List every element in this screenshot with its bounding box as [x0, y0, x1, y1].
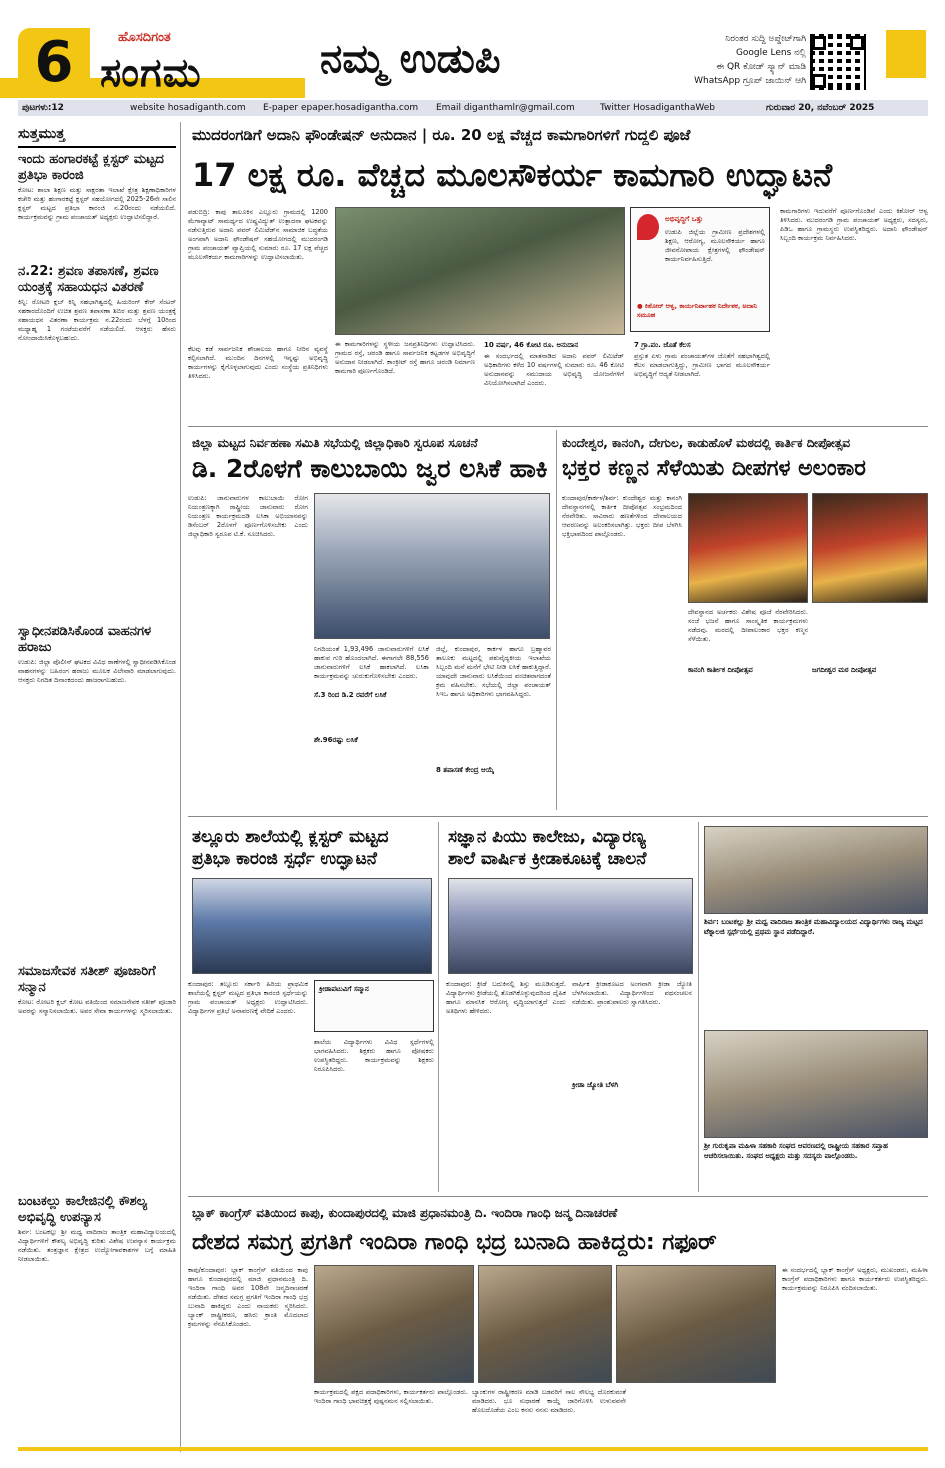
lower-mid-headline[interactable] [448, 826, 698, 870]
top-story-col: ಕಾಮಗಾರಿಗಳು ಇದುವರೆಗೆ ಪೂರ್ಣಗೊಂಡಿವೆ ಎಂದು ಕಿಶೋರ್ ಆಳ್ವ ತಿಳಿಸಿದರು. ಮುದರಂಗಡಿ ಗ್ರಾಮ ಪಂಚಾಯತ್ ಅಧ್ಯಕ್ಷರು, ಸದಸ್ಯರು, ಪಿಡಿಒ ಹಾಗೂ ಗ್ರಾಮಸ್ಥರು ಉಪಸ್ಥಿತರಿದ್ದರು. ಅದಾನಿ ಫೌಂಡೇಷನ್ ಸಿಬ್ಬಂದಿ ಕಾರ್ಯಕ್ರಮ ನಿರ್ವಹಿಸಿದರು. [780, 207, 928, 242]
qr-corner-icon [812, 74, 826, 88]
email-link[interactable]: Email diganthamlr@gmail.com [436, 103, 575, 113]
headline-line: ತಲ್ಲೂರು ಶಾಲೆಯಲ್ಲಿ ಕ್ಲಸ್ಟರ್ ಮಟ್ಟದ [192, 827, 389, 847]
brief-title: ಇಂದು ಹಂಗಾರಕಟ್ಟೆ ಕ್ಲಸ್ಟರ್ ಮಟ್ಟದ ಪ್ರತಿಭಾ ಕಾರಂಜಿ [18, 152, 164, 183]
lower-mid-col: ವಾರ್ಷಿಕ ಕ್ರೀಡಾಕೂಟದ ಅಂಗವಾಗಿ ಕ್ರೀಡಾ ಜ್ಯೋತಿ ಬೆಳಗಿಸಲಾಯಿತು. ವಿದ್ಯಾರ್ಥಿಗಳಿಂದ ಪಥಸಂಚಲನ ನಡೆಯಿತು. ಪ್ರಾಂಶುಪಾಲರು ಸ್ವಾಗತಿಸಿದರು. [572, 980, 692, 1006]
top-story-kicker: ಮುದರಂಗಡಿಗೆ ಅದಾನಿ ಫೌಂಡೇಷನ್ ಅನುದಾನ | ರೂ. 20 ಲಕ್ಷ ವೆಚ್ಚದ ಕಾಮಗಾರಿಗಳಿಗೆ ಗುದ್ದಲಿ ಪೂಜೆ [192, 126, 691, 144]
bottom-story-photo[interactable] [314, 1265, 474, 1383]
lower-left-box-title: ಕ್ರೀಡಾಪಟುವಿಗೆ ಸನ್ಮಾನ [319, 985, 369, 993]
headline-line: ಸಜ್ಞಾನ ಪಿಯು ಕಾಲೇಜು, ವಿದ್ಯಾರಣ್ಯ [448, 827, 646, 847]
section-divider [188, 426, 928, 427]
top-story-photo[interactable] [335, 207, 625, 335]
qr-corner-icon [850, 36, 864, 50]
pages-count: ಪುಟಗಳು:12 [22, 103, 64, 113]
mid-right-headline[interactable]: ಭಕ್ತರ ಕಣ್ಣನ ಸೆಳೆಯಿತು ದೀಪಗಳ ಅಲಂಕಾರ [562, 456, 866, 481]
brief-text: ಕೋಟ: ರೋಟರಿ ಕ್ಲಬ್ ಕೋಟ ವತಿಯಿಂದ ಸಮಾಜಸೇವಕ ಸತೀಶ್ ಪೂಜಾರಿ ಅವರನ್ನು ಸನ್ಮಾನಿಸಲಾಯಿತು. ಅವರ ಸೇವಾ ಕಾರ್ಯಗಳನ್ನು ಸ್ಮರಿಸಲಾಯಿತು. [18, 998, 176, 1015]
qr-blurb [680, 32, 806, 88]
bottom-story-col: ಕಾರ್ಯಕ್ರಮದಲ್ಲಿ ಪಕ್ಷದ ಪದಾಧಿಕಾರಿಗಳು, ಕಾರ್ಯಕರ್ತರು ಪಾಲ್ಗೊಂಡರು. ಇಂದಿರಾ ಗಾಂಧಿ ಭಾವಚಿತ್ರಕ್ಕೆ ಪುಷ್ಪನಮನ ಸಲ್ಲಿಸಲಾಯಿತು. [314, 1388, 468, 1405]
highlight-box-text: ಉಡುಪಿ ಜಿಲ್ಲೆಯ ಗ್ರಾಮೀಣ ಪ್ರದೇಶಗಳಲ್ಲಿ ಶಿಕ್ಷಣ, ಆರೋಗ್ಯ, ಮೂಲಸೌಕರ್ಯ ಹಾಗೂ ಜೀವನೋಪಾಯ ಕ್ಷೇತ್ರಗಳಲ್ಲಿ ಫೌಂಡೇಷನ್ ಕಾರ್ಯನಿರ್ವಹಿಸುತ್ತಿದೆ. [665, 228, 765, 263]
qr-corner-icon [812, 36, 826, 50]
mid-right-photo[interactable] [688, 493, 808, 603]
top-story-col: ಪ್ರಸ್ತುತ ಏಳು ಗ್ರಾಮ ಪಂಚಾಯತ್‌ಗಳ ಜೊತೆಗೆ ಸಹಭಾಗಿತ್ವದಲ್ಲಿ ಕೆಲಸ ಮಾಡಲಾಗುತ್ತಿದ್ದು, ಗ್ರಾಮೀಣ ಭಾಗದ ಮೂಲಸೌಕರ್ಯ ಅಭಿವೃದ್ಧಿಗೆ ಆದ್ಯತೆ ನೀಡಲಾಗಿದೆ. [634, 352, 770, 378]
qr-blurb-line: ಈ QR ಕೋಡ್ ಸ್ಕ್ಯಾನ್ ಮಾಡಿ [716, 62, 806, 72]
quote-icon [637, 214, 659, 240]
section-divider [188, 816, 928, 817]
column-divider [180, 122, 181, 1452]
epaper-link[interactable]: E-paper epaper.hosadigantha.com [263, 103, 419, 113]
left-briefs-column [18, 122, 176, 1442]
mid-left-headline[interactable]: ಡಿ. 2ರೊಳಗೆ ಕಾಲುಬಾಯಿ ಜ್ವರ ಲಸಿಕೆ ಹಾಕಿ [192, 454, 548, 483]
column-heading [18, 122, 176, 148]
footer-band [18, 1447, 928, 1451]
brief [18, 264, 176, 618]
mid-left-col: ಜಿಲ್ಲೆ, ಕುಂದಾಪುರ, ಕಾರ್ಕಳ ಹಾಗೂ ಬ್ರಹ್ಮಾವರ ತಾಲೂಕು ಮಟ್ಟದಲ್ಲಿ ಪಶುವೈದ್ಯಕೀಯ ಇಲಾಖೆಯ ಸಿಬ್ಬಂದಿ ಮನೆ ಮನೆಗೆ ಭೇಟಿ ನೀಡಿ ಲಸಿಕೆ ಹಾಕುತ್ತಿದ್ದಾರೆ. ಯಾವುದೇ ಜಾನುವಾರು ಲಸಿಕೆಯಿಂದ ವಂಚಿತವಾಗದಂತೆ ಕ್ರಮ ವಹಿಸಬೇಕು. ಸಭೆಯಲ್ಲಿ ಜಿಲ್ಲಾ ಪಂಚಾಯತ್ ಸಿಇಒ ಹಾಗೂ ಅಧಿಕಾರಿಗಳು ಭಾಗವಹಿಸಿದ್ದರು. [436, 645, 551, 698]
brief-text: ಶಿರ್ವ: ಬಂಟಕಲ್ಲು ಶ್ರೀ ಮಧ್ವ ವಾದಿರಾಜ ತಾಂತ್ರಿಕ ಮಹಾವಿದ್ಯಾಲಯದಲ್ಲಿ ವಿದ್ಯಾರ್ಥಿಗಳಿಗೆ ಕೌಶಲ್ಯ ಅಭಿವೃದ್ಧಿ ಕುರಿತು ವಿಶೇಷ ಉಪನ್ಯಾಸ ಕಾರ್ಯಕ್ರಮ ನಡೆಯಿತು. ತಂತ್ರಜ್ಞಾನ ಕ್ಷೇತ್ರದ ಉದ್ಯೋಗಾವಕಾಶಗಳ ಬಗ್ಗೆ ಮಾಹಿತಿ ನೀಡಲಾಯಿತು. [18, 1228, 176, 1263]
brief-text: ಉಡುಪಿ: ಜಿಲ್ಲಾ ಪೊಲೀಸ್ ಘಟಕದ ವಿವಿಧ ಠಾಣೆಗಳಲ್ಲಿ ಸ್ವಾಧೀನಪಡಿಸಿಕೊಂಡ ವಾಹನಗಳನ್ನು ಬಹಿರಂಗ ಹರಾಜು ಮೂಲಕ ವಿಲೇವಾರಿ ಮಾಡಲಾಗುವುದು. ಆಸಕ್ತರು ನಿಗದಿತ ದಿನಾಂಕದಂದು ಹಾಜರಾಗಬಹುದು. [18, 658, 176, 684]
lower-right-caption: ಶಿರ್ವ: ಬಂಟಕಲ್ಲು ಶ್ರೀ ಮಧ್ವ ವಾದಿರಾಜ ತಾಂತ್ರಿಕ ಮಹಾವಿದ್ಯಾಲಯದ ವಿದ್ಯಾರ್ಥಿಗಳು ರಾಜ್ಯ ಮಟ್ಟದ ಟೆಕ್ನಾಲಜಿ ಸ್ಪರ್ಧೆಯಲ್ಲಿ ಪ್ರಥಮ ಸ್ಥಾನ ಪಡೆದಿದ್ದಾರೆ. [704, 918, 923, 936]
top-story-col: ಪಡುಬಿದ್ರಿ: ಕಾಪು ತಾಲೂಕಿನ ಎಲ್ಲೂರು ಗ್ರಾಮದಲ್ಲಿ 1200 ಮೆಗಾವ್ಯಾಟ್ ಸಾಮರ್ಥ್ಯದ ಉಷ್ಣವಿದ್ಯುತ್ ಉತ್ಪಾದನಾ ಘಟಕವನ್ನು ನಡೆಸುತ್ತಿರುವ ಅದಾನಿ ಪವರ್ ಲಿಮಿಟೆಡ್‌ನ ಸಾಮಾಜಿಕ ಬದ್ಧತೆಯ ಅಂಗವಾಗಿ ಅದಾನಿ ಫೌಂಡೇಷನ್ ಸಹಯೋಗದಲ್ಲಿ ಮುದರಂಗಡಿ ಗ್ರಾಮ ಪಂಚಾಯತ್ ವ್ಯಾಪ್ತಿಯಲ್ಲಿ ಸುಮಾರು ರೂ. 17 ಲಕ್ಷ ವೆಚ್ಚದ ಮೂಲಸೌಕರ್ಯ ಕಾಮಗಾರಿಗಳನ್ನು ಉದ್ಘಾಟಿಸಲಾಯಿತು. [188, 208, 328, 261]
lower-mid-col: ಕುಂದಾಪುರ: ಕ್ರೀಡೆ ಬದುಕಿನಲ್ಲಿ ಶಿಸ್ತು ಮೂಡಿಸುತ್ತದೆ. ವಿದ್ಯಾರ್ಥಿಗಳು ಕ್ರೀಡೆಯಲ್ಲಿ ತೊಡಗಿಕೊಳ್ಳುವುದರಿಂದ ದೈಹಿಕ ಹಾಗೂ ಮಾನಸಿಕ ಆರೋಗ್ಯ ವೃದ್ಧಿಯಾಗುತ್ತದೆ ಎಂದು ಅತಿಥಿಗಳು ಹೇಳಿದರು. [446, 980, 566, 1015]
column-divider [556, 430, 557, 810]
qr-blurb-line: ನಿರಂತರ ಸುದ್ದಿ ಅಪ್ಡೇಟ್‌ಗಾಗಿ [725, 34, 806, 44]
lower-right-caption: ಶ್ರೀ ಗುರುಕೃಪಾ ಮಹಿಳಾ ಸಹಕಾರಿ ಸಂಘದ ಆವರಣದಲ್ಲಿ ರಾಷ್ಟ್ರೀಯ ಸಹಕಾರ ಸಪ್ತಾಹ ಆಚರಿಸಲಾಯಿತು. ಸಂಘದ ಅಧ್ಯಕ್ಷರು ಮತ್ತು ಸದಸ್ಯರು ಪಾಲ್ಗೊಂಡರು. [704, 1142, 888, 1160]
brief-text: ಕಿನ್ನಿ: ರೋಟರಿ ಕ್ಲಬ್ ಕಿನ್ನಿ ಸಹಭಾಗಿತ್ವದಲ್ಲಿ ಹಿಯರಿಂಗ್ ಕೇರ್ ಸೆಂಟರ್ ಸಹಕಾರದೊಂದಿಗೆ ಉಚಿತ ಶ್ರವಣ ತಪಾಸಣಾ ಶಿಬಿರ ಮತ್ತು ಶ್ರವಣ ಯಂತ್ರಕ್ಕೆ ಸಹಾಯಧನ ವಿತರಣಾ ಕಾರ್ಯಕ್ರಮ ನ.22ರಂದು ಬೆಳಗ್ಗೆ 10ರಿಂದ ಮಧ್ಯಾಹ್ನ 1 ಗಂಟೆಯವರೆಗೆ ನಡೆಯಲಿದೆ. ಆಸಕ್ತರು ಹೆಸರು ನೋಂದಾಯಿಸಿಕೊಳ್ಳಬಹುದು. [18, 298, 176, 342]
section-divider [188, 1196, 928, 1197]
lower-left-col: ಕುಂದಾಪುರ: ತಲ್ಲೂರು ಸರ್ಕಾರಿ ಹಿರಿಯ ಪ್ರಾಥಮಿಕ ಶಾಲೆಯಲ್ಲಿ ಕ್ಲಸ್ಟರ್ ಮಟ್ಟದ ಪ್ರತಿಭಾ ಕಾರಂಜಿ ಸ್ಪರ್ಧೆಯನ್ನು ಗ್ರಾಮ ಪಂಚಾಯತ್ ಅಧ್ಯಕ್ಷರು ಉದ್ಘಾಟಿಸಿದರು. ವಿದ್ಯಾರ್ಥಿಗಳ ಪ್ರತಿಭೆ ಅನಾವರಣಕ್ಕೆ ವೇದಿಕೆ ಎಂದರು. [188, 980, 308, 1015]
top-story-subhead: 7 ಗ್ರಾ.ಪಂ. ಜೊತೆ ಕೆಲಸ [634, 341, 691, 349]
mid-left-kicker: ಜಿಲ್ಲಾ ಮಟ್ಟದ ನಿರ್ವಹಣಾ ಸಮಿತಿ ಸಭೆಯಲ್ಲಿ ಜಿಲ್ಲಾಧಿಕಾರಿ ಸ್ವರೂಪ ಸೂಚನೆ [192, 436, 478, 450]
lower-right-photo[interactable] [704, 826, 928, 914]
website-link[interactable]: website hosadiganth.com [130, 103, 246, 113]
column-divider [438, 822, 439, 1192]
brief [18, 624, 176, 958]
issue-date: ಗುರುವಾರ 20, ನವೆಂಬರ್ 2025 [766, 103, 875, 113]
lower-left-photo[interactable] [192, 878, 432, 974]
info-bar [18, 100, 928, 116]
twitter-link[interactable]: Twitter HosadiganthaWeb [600, 103, 716, 113]
top-story-headline[interactable]: 17 ಲಕ್ಷ ರೂ. ವೆಚ್ಚದ ಮೂಲಸೌಕರ್ಯ ಕಾಮಗಾರಿ ಉದ್ಘಾಟನೆ [192, 156, 833, 194]
top-story-col: ಈ ಕಾಮಗಾರಿಗಳನ್ನು ಸ್ಥಳೀಯ ಜನಪ್ರತಿನಿಧಿಗಳು ಉದ್ಘಾಟಿಸಿದರು. ಗ್ರಾಮದ ರಸ್ತೆ, ಚರಂಡಿ ಹಾಗೂ ಸಾರ್ವಜನಿಕ ಕಟ್ಟಡಗಳ ಅಭಿವೃದ್ಧಿಗೆ ಅನುದಾನ ನೀಡಲಾಗಿದೆ. ಕಾಂಕ್ರೀಟ್ ರಸ್ತೆ ಹಾಗೂ ಚರಂಡಿ ನಿರ್ಮಾಣ ಕಾಮಗಾರಿ ಪೂರ್ಣಗೊಂಡಿದೆ. [335, 340, 475, 375]
mid-right-subhead: ಜಗದೀಶ್ವರ ಮಠ ದೀಪೋತ್ಸವ [812, 666, 877, 674]
brief [18, 152, 176, 258]
lower-left-headline[interactable] [192, 826, 442, 870]
bottom-story-kicker: ಬ್ಲಾಕ್ ಕಾಂಗ್ರೆಸ್ ವತಿಯಿಂದ ಕಾಪು, ಕುಂದಾಪುರದಲ್ಲಿ ಮಾಜಿ ಪ್ರಧಾನಮಂತ್ರಿ ದಿ. ಇಂದಿರಾ ಗಾಂಧಿ ಜನ್ಮ ದಿನಾಚರಣೆ [192, 1206, 618, 1220]
brief-title: ಸ್ವಾಧೀನಪಡಿಸಿಕೊಂಡ ವಾಹನಗಳ ಹರಾಜು [18, 624, 152, 655]
masthead [0, 0, 945, 100]
top-story-subhead: 10 ವರ್ಷ, 46 ಕೋಟಿ ರೂ. ಅನುದಾನ [484, 341, 579, 349]
mid-right-subhead: ಕಾನಂಗಿ ಕಾರ್ತೀಕ ದೀಪೋತ್ಸವ [688, 666, 753, 674]
brief [18, 1194, 176, 1468]
bottom-story-photo[interactable] [616, 1265, 776, 1383]
mid-right-photo[interactable] [812, 493, 928, 603]
mid-left-subhead: ಶೇ.96ರಷ್ಟು ಲಸಿಕೆ [314, 736, 358, 744]
mid-left-photo[interactable] [314, 493, 550, 639]
mid-left-subhead: 8 ತಪಾಸಣೆ ಕೇಂದ್ರ ಆಯ್ಕೆ [436, 766, 495, 774]
brief-text: ಕೋಟ: ಶಾಲಾ ಶಿಕ್ಷಣ ಮತ್ತು ಸಾಕ್ಷರತಾ ಇಲಾಖೆ ಕ್ಷೇತ್ರ ಶಿಕ್ಷಣಾಧಿಕಾರಿಗಳ ಕಚೇರಿ ಮತ್ತು ಹಂಗಾರಕಟ್ಟೆ ಕ್ಲಸ್ಟರ್ ಸಹಯೋಗದಲ್ಲಿ 2025-26ನೇ ಸಾಲಿನ ಕ್ಲಸ್ಟರ್ ಮಟ್ಟದ ಪ್ರತಿಭಾ ಕಾರಂಜಿ ನ.20ರಂದು ನಡೆಯಲಿದೆ. ಕಾರ್ಯಕ್ರಮವನ್ನು ಗ್ರಾಮ ಪಂಚಾಯತ್ ಅಧ್ಯಕ್ಷರು ಉದ್ಘಾಟಿಸಲಿದ್ದಾರೆ. [18, 186, 176, 221]
brief-title: ಬಂಟಕಲ್ಲು ಕಾಲೇಜಿನಲ್ಲಿ ಕೌಶಲ್ಯ ಅಭಿವೃದ್ಧಿ ಉಪನ್ಯಾಸ [18, 1194, 148, 1225]
brief-title: ನ.22: ಶ್ರವಣ ತಪಾಸಣೆ, ಶ್ರವಣ ಯಂತ್ರಕ್ಕೆ ಸಹಾಯಧನ ವಿತರಣೆ [18, 264, 159, 295]
brand-small: ಹೊಸದಿಗಂತ [118, 30, 171, 45]
brand-title: ಸಂಗಮ [100, 50, 202, 96]
mid-left-col: ಉಡುಪಿ: ಜಾನುವಾರುಗಳ ಕಾಲುಬಾಯಿ ರೋಗ ನಿಯಂತ್ರಣಕ್ಕಾಗಿ ರಾಷ್ಟ್ರೀಯ ಜಾನುವಾರು ರೋಗ ನಿಯಂತ್ರಣ ಕಾರ್ಯಕ್ರಮದಡಿ ಲಸಿಕಾ ಅಭಿಯಾನವನ್ನು ಡಿಸೆಂಬರ್ 2ರೊಳಗೆ ಪೂರ್ಣಗೊಳಿಸಬೇಕು ಎಂದು ಜಿಲ್ಲಾಧಿಕಾರಿ ಸ್ವರೂಪ ಟಿ.ಕೆ. ಸೂಚಿಸಿದರು. [188, 494, 308, 538]
bottom-story-col: ಈ ಸಂದರ್ಭದಲ್ಲಿ ಬ್ಲಾಕ್ ಕಾಂಗ್ರೆಸ್ ಅಧ್ಯಕ್ಷರು, ಮುಖಂಡರು, ಮಹಿಳಾ ಕಾಂಗ್ರೆಸ್ ಪದಾಧಿಕಾರಿಗಳು ಹಾಗೂ ಕಾರ್ಯಕರ್ತರು ಉಪಸ್ಥಿತರಿದ್ದರು. ಕಾರ್ಯಕ್ರಮವನ್ನು ನಿರೂಪಿಸಿ ವಂದಿಸಲಾಯಿತು. [782, 1266, 928, 1292]
column-divider [698, 822, 699, 1192]
brief [18, 964, 176, 1188]
highlight-box-title: ಅಭಿವೃದ್ಧಿಗೆ ಒತ್ತು [665, 215, 703, 223]
top-story-col: ಈ ಸಂದರ್ಭದಲ್ಲಿ ಮಾತನಾಡಿದ ಅದಾನಿ ಪವರ್ ಲಿಮಿಟೆಡ್ ಅಧಿಕಾರಿಗಳು ಕಳೆದ 10 ವರ್ಷಗಳಲ್ಲಿ ಸುಮಾರು ರೂ. 46 ಕೋಟಿ ಅನುದಾನವನ್ನು ಸಮುದಾಯ ಅಭಿವೃದ್ಧಿ ಯೋಜನೆಗಳಿಗೆ ವಿನಿಯೋಗಿಸಲಾಗಿದೆ ಎಂದರು. [484, 352, 624, 387]
lower-mid-photo[interactable] [448, 878, 693, 974]
mid-left-col: ನಿಗದಿಯಂತೆ 1,93,496 ಜಾನುವಾರುಗಳಿಗೆ ಲಸಿಕೆ ಹಾಕುವ ಗುರಿ ಹೊಂದಲಾಗಿದೆ. ಈಗಾಗಲೇ 88,556 ಜಾನುವಾರುಗಳಿಗೆ ಲಸಿಕೆ ಹಾಕಲಾಗಿದೆ. ಲಸಿಕಾ ಕಾರ್ಯಕ್ರಮವನ್ನು ಚುರುಕುಗೊಳಿಸಬೇಕು ಎಂದರು. [314, 645, 429, 680]
bottom-story-col: ಕಾಪು/ಕುಂದಾಪುರ: ಬ್ಲಾಕ್ ಕಾಂಗ್ರೆಸ್ ವತಿಯಿಂದ ಕಾಪು ಹಾಗೂ ಕುಂದಾಪುರದಲ್ಲಿ ಮಾಜಿ ಪ್ರಧಾನಮಂತ್ರಿ ದಿ. ಇಂದಿರಾ ಗಾಂಧಿ ಅವರ 108ನೇ ಜನ್ಮದಿನಾಚರಣೆ ನಡೆಯಿತು. ದೇಶದ ಸಮಗ್ರ ಪ್ರಗತಿಗೆ ಇಂದಿರಾ ಗಾಂಧಿ ಭದ್ರ ಬುನಾದಿ ಹಾಕಿದ್ದರು ಎಂದು ನಾಯಕರು ಸ್ಮರಿಸಿದರು. ಬ್ಯಾಂಕ್ ರಾಷ್ಟ್ರೀಕರಣ, ಹಸಿರು ಕ್ರಾಂತಿ ಮೊದಲಾದ ಕ್ರಮಗಳನ್ನು ನೆನಪಿಸಿಕೊಂಡರು. [188, 1266, 308, 1328]
page-number: 6 [18, 28, 90, 98]
lower-left-col: ಶಾಲೆಯ ವಿದ್ಯಾರ್ಥಿಗಳು ವಿವಿಧ ಸ್ಪರ್ಧೆಗಳಲ್ಲಿ ಭಾಗವಹಿಸಿದರು. ಶಿಕ್ಷಕರು ಹಾಗೂ ಪೋಷಕರು ಉಪಸ್ಥಿತರಿದ್ದರು. ಕಾರ್ಯಕ್ರಮವನ್ನು ಶಿಕ್ಷಕರು ನಿರೂಪಿಸಿದರು. [314, 1038, 434, 1073]
section-title: ನಮ್ಮ ಉಡುಪಿ [320, 36, 501, 82]
headline-line: ಶಾಲೆ ವಾರ್ಷಿಕ ಕ್ರೀಡಾಕೂಟಕ್ಕೆ ಚಾಲನೆ [448, 849, 647, 869]
bottom-story-photo[interactable] [478, 1265, 612, 1383]
brief-title: ಸಮಾಜಸೇವಕ ಸತೀಶ್ ಪೂಜಾರಿಗೆ ಸನ್ಮಾನ [18, 964, 156, 995]
bottom-story-headline[interactable]: ದೇಶದ ಸಮಗ್ರ ಪ್ರಗತಿಗೆ ಇಂದಿರಾ ಗಾಂಧಿ ಭದ್ರ ಬುನಾದಿ ಹಾಕಿದ್ದರು: ಗಫೂರ್ [192, 1230, 717, 1255]
mid-right-kicker: ಕುಂದೇಶ್ವರ, ಕಾನಂಗಿ, ದೇಗುಲ, ಕಾಡುಹೊಳೆ ಮಠದಲ್ಲಿ ಕಾರ್ತಿಕ ದೀಪೋತ್ಸವ [562, 436, 851, 450]
highlight-box-signature: ● ಕಿಶೋರ್ ಆಳ್ವ, ಕಾರ್ಯನಿರ್ವಾಹಕ ನಿರ್ದೇಶಕ, ಅದಾನಿ ಸಮೂಹ [637, 302, 757, 319]
mid-right-col: ದೇವಸ್ಥಾನದ ಅರ್ಚಕರು ವಿಶೇಷ ಪೂಜೆ ನೆರವೇರಿಸಿದರು. ಸಂಜೆ ಭಜನೆ ಹಾಗೂ ಸಾಂಸ್ಕೃತಿಕ ಕಾರ್ಯಕ್ರಮಗಳು ನಡೆದವು. ಮಠದಲ್ಲಿ ದೀಪಾಲಂಕಾರ ಭಕ್ತರ ಕಣ್ಮನ ಸೆಳೆಯಿತು. [688, 608, 808, 643]
bottom-story-col: ಬ್ಯಾಂಕುಗಳ ರಾಷ್ಟ್ರೀಕರಣ ಮಾಡಿ ಬಡವರಿಗೆ ಸಾಲ ಸೌಲಭ್ಯ ದೊರಕುವಂತೆ ಮಾಡಿದರು. ಭೂ ಸುಧಾರಣೆ ಕಾಯ್ದೆ ಜಾರಿಗೊಳಿಸಿ ಉಳುವವನೇ ಹೊಲದೊಡೆಯ ಎಂಬ ಕನಸು ನನಸು ಮಾಡಿದರು. [472, 1388, 626, 1414]
lower-mid-subhead: ಕ್ರೀಡಾ ಜ್ಯೋತಿ ಬೆಳಗಿ [572, 1081, 619, 1089]
lower-left-box [314, 980, 434, 1032]
highlight-box [630, 207, 770, 332]
masthead-yellow-tab [886, 30, 926, 78]
qr-blurb-line: Google Lens ನಲ್ಲಿ [735, 48, 806, 58]
headline-line: ಪ್ರತಿಭಾ ಕಾರಂಜಿ ಸ್ಪರ್ಧೆ ಉದ್ಘಾಟನೆ [192, 849, 377, 869]
column-heading-label: ಸುತ್ತಮುತ್ತ [18, 126, 65, 142]
mid-left-subhead: ಸೆ.3 ರಿಂದ ಡಿ.2 ರವರೆಗೆ ಲಸಿಕೆ [314, 691, 387, 699]
qr-blurb-line: WhatsApp ಗ್ರೂಪ್ ಜಾಯಿನ್ ಆಗಿ [694, 76, 806, 86]
mid-right-col: ಕುಂದಾಪುರ/ಕಾರ್ಕಳ/ಶಿರ್ವ: ಕುಂದೇಶ್ವರ ಮತ್ತು ಕಾನಂಗಿ ದೇವಸ್ಥಾನಗಳಲ್ಲಿ ಕಾರ್ತಿಕ ದೀಪೋತ್ಸವ ಸಂಭ್ರಮದಿಂದ ನೆರವೇರಿತು. ಸಾವಿರಾರು ಹಣತೆಗಳಿಂದ ದೇವಾಲಯದ ಆವರಣವನ್ನು ಅಲಂಕರಿಸಲಾಗಿತ್ತು. ಭಕ್ತರು ದೀಪ ಬೆಳಗಿಸಿ ಭಕ್ತಿಭಾವದಿಂದ ಪಾಲ್ಗೊಂಡರು. [562, 494, 682, 538]
lower-right-photo[interactable] [704, 1030, 928, 1138]
top-story-col: ಕೆಲವು ಕಡೆ ಸಾರ್ವಜನಿಕ ಶೌಚಾಲಯ ಹಾಗೂ ನೀರಿನ ವ್ಯವಸ್ಥೆ ಕಲ್ಪಿಸಲಾಗಿದೆ. ಮುಂದಿನ ದಿನಗಳಲ್ಲಿ ಇನ್ನಷ್ಟು ಅಭಿವೃದ್ಧಿ ಕಾರ್ಯಗಳನ್ನು ಕೈಗೊಳ್ಳಲಾಗುವುದು ಎಂದು ಸಂಸ್ಥೆಯ ಪ್ರತಿನಿಧಿಗಳು ತಿಳಿಸಿದರು. [188, 345, 328, 380]
